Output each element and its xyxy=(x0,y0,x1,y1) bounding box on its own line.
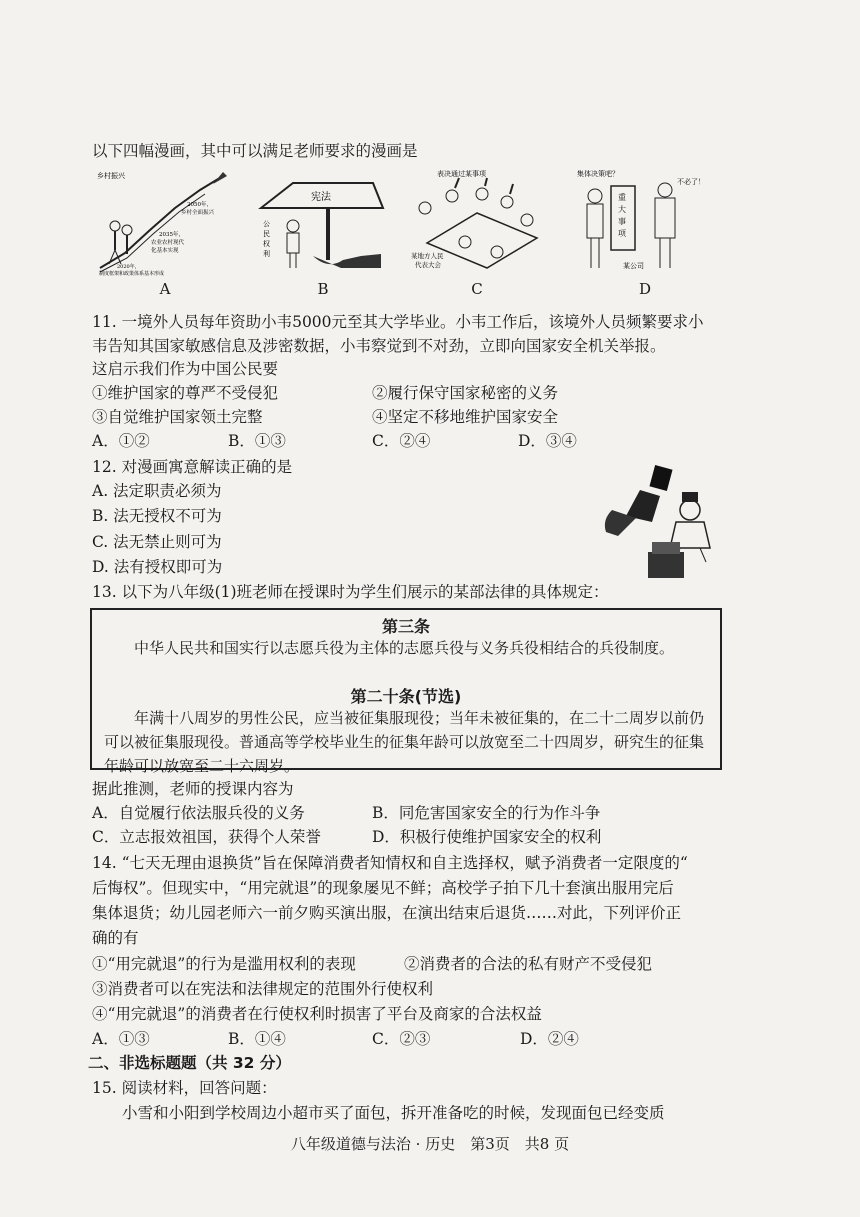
q13-option-b: B．同危害国家安全的行为作斗争 xyxy=(372,804,601,822)
article-3-text: 中华人民共和国实行以志愿兵役为主体的志愿兵役与义务兵役相结合的兵役制度。 xyxy=(134,639,675,657)
svg-text:事: 事 xyxy=(618,217,626,226)
svg-text:农业农村现代: 农业农村现代 xyxy=(151,240,185,246)
svg-text:重: 重 xyxy=(618,193,626,202)
constitution-umbrella-illustration xyxy=(253,168,393,276)
svg-text:权: 权 xyxy=(263,240,270,248)
q11-statement-3: ③自觉维护国家领土完整 xyxy=(92,408,263,426)
cartoon-a-label: A xyxy=(159,280,171,298)
svg-text:某地方人民: 某地方人民 xyxy=(411,252,444,260)
svg-text:代表大会: 代表大会 xyxy=(415,261,441,269)
article-3-heading: 第三条 xyxy=(381,617,430,636)
q15-stem: 15. 阅读材料，回答问题： xyxy=(92,1079,277,1097)
svg-text:2020年，: 2020年， xyxy=(117,264,140,270)
cartoon-b xyxy=(253,168,393,298)
q11-line-1: 11. 一境外人员每年资助小韦5000元至其大学毕业。小韦工作后，该境外人员频繁要求小 xyxy=(92,313,704,331)
q11-line-3: 这启示我们作为中国公民要 xyxy=(92,360,279,378)
cartoon-b-roof: 宪法 xyxy=(311,192,331,203)
cartoon-b-label: B xyxy=(317,280,329,298)
q11-option-a: A．①② xyxy=(92,432,150,450)
q12-option-c: C. 法无禁止则可为 xyxy=(92,533,222,551)
cartoon-c xyxy=(407,168,547,298)
svg-text:民: 民 xyxy=(263,230,270,238)
section-2-heading: 二、非选标题题（共 32 分） xyxy=(88,1054,291,1072)
svg-text:不必了！: 不必了！ xyxy=(677,178,705,186)
q12-option-b: B. 法无授权不可为 xyxy=(92,507,222,525)
cartoon-a-title: 乡村振兴 xyxy=(97,172,125,180)
peoples-congress-illustration xyxy=(407,168,547,276)
cartoon-a xyxy=(95,168,235,298)
q13-option-d: D．积极行使维护国家安全的权利 xyxy=(372,828,602,846)
q13-option-a: A．自觉履行依法服兵役的义务 xyxy=(92,804,305,822)
q13-option-c: C．立志报效祖国，获得个人荣誉 xyxy=(92,828,321,846)
rural-revitalization-illustration xyxy=(95,168,235,276)
page-footer: 八年级道德与法治 · 历史 第3页 共8 页 xyxy=(290,1135,570,1153)
q12-option-a: A. 法定职责必须为 xyxy=(92,482,222,500)
q14-line-4: 确的有 xyxy=(92,929,139,947)
q14-statement-1: ①“用完就退”的行为是滥用权利的表现 xyxy=(92,955,356,973)
q14-statement-2: ②消费者的合法的私有财产不受侵犯 xyxy=(404,955,653,973)
law-article-box xyxy=(90,608,722,775)
q13-stem: 13. 以下为八年级(1)班老师在授课时为学生们展示的某部法律的具体规定： xyxy=(92,583,609,601)
svg-text:项: 项 xyxy=(618,229,626,238)
q14-option-b: B．①④ xyxy=(228,1030,286,1048)
q14-statement-3: ③消费者可以在宪法和法律规定的范围外行使权利 xyxy=(92,980,434,998)
q14-option-c: C．②③ xyxy=(372,1030,431,1048)
svg-text:集体决策吧？: 集体决策吧？ xyxy=(577,170,619,178)
svg-text:2035年，: 2035年， xyxy=(159,232,184,238)
q11-option-c: C．②④ xyxy=(372,432,431,450)
q14-statement-4: ④“用完就退”的消费者在行使权利时损害了平台及商家的合法权益 xyxy=(92,1005,542,1023)
svg-text:乡村全面振兴: 乡村全面振兴 xyxy=(181,210,215,216)
cartoon-row xyxy=(95,168,735,303)
svg-text:制度框架和政策体系基本形成: 制度框架和政策体系基本形成 xyxy=(99,271,165,276)
q12-option-d: D. 法有授权即可为 xyxy=(92,558,223,576)
q14-option-a: A．①③ xyxy=(92,1030,150,1048)
svg-text:大: 大 xyxy=(618,205,626,214)
q11-line-2: 韦告知其国家敏感信息及涉密数据，小韦察觉到不对劲，立即向国家安全机关举报。 xyxy=(92,337,666,355)
cartoon-c-label: C xyxy=(471,280,483,298)
svg-text:2050年，: 2050年， xyxy=(187,202,212,208)
q14-line-1: 14. “七天无理由退换货”旨在保障消费者知情权和自主选择权，赋予消费者一定限度的“ xyxy=(92,854,688,872)
q11-statement-2: ②履行保守国家秘密的义务 xyxy=(372,384,559,402)
q13-after: 据此推测，老师的授课内容为 xyxy=(92,780,294,798)
svg-text:化基本实现: 化基本实现 xyxy=(151,248,179,254)
cartoon-d xyxy=(575,168,715,298)
q11-option-b: B．①③ xyxy=(228,432,286,450)
q12-stem: 12. 对漫画寓意解读正确的是 xyxy=(92,458,293,476)
intro-text: 以下四幅漫画，其中可以满足老师要求的漫画是 xyxy=(92,142,418,160)
article-20-heading: 第二十条(节选) xyxy=(350,687,462,706)
q11-statement-4: ④坚定不移地维护国家安全 xyxy=(372,408,559,426)
cartoon-c-top: 表决通过某事项 xyxy=(437,170,486,178)
company-decision-illustration xyxy=(575,168,715,276)
q14-line-2: 后悔权”。但现实中，“用完就退”的现象屡见不鲜；高校学子拍下几十套演出服用完后 xyxy=(92,879,674,897)
q14-option-d: D．②④ xyxy=(520,1030,579,1048)
cartoon-d-label: D xyxy=(638,280,652,298)
svg-text:利: 利 xyxy=(263,250,270,258)
svg-text:公: 公 xyxy=(263,220,270,228)
q12-comic-illustration xyxy=(590,462,725,587)
article-20-text: 年满十八周岁的男性公民，应当被征集服现役；当年未被征集的，在二十二周岁以前仍可以被征集服现役。普通高等学校毕业生的征集年龄可以放宽至二十四周岁，研究生的征集年龄可以放宽至二十六周岁。 xyxy=(104,709,705,775)
q15-text: 小雪和小阳到学校周边小超市买了面包，拆开准备吃的时候，发现面包已经变质 xyxy=(122,1104,665,1122)
q14-line-3: 集体退货；幼儿园老师六一前夕购买演出服，在演出结束后退货……对此，下列评价正 xyxy=(92,904,682,922)
q11-option-d: D．③④ xyxy=(518,432,577,450)
q11-statement-1: ①维护国家的尊严不受侵犯 xyxy=(92,384,279,402)
svg-text:某公司: 某公司 xyxy=(623,262,644,270)
